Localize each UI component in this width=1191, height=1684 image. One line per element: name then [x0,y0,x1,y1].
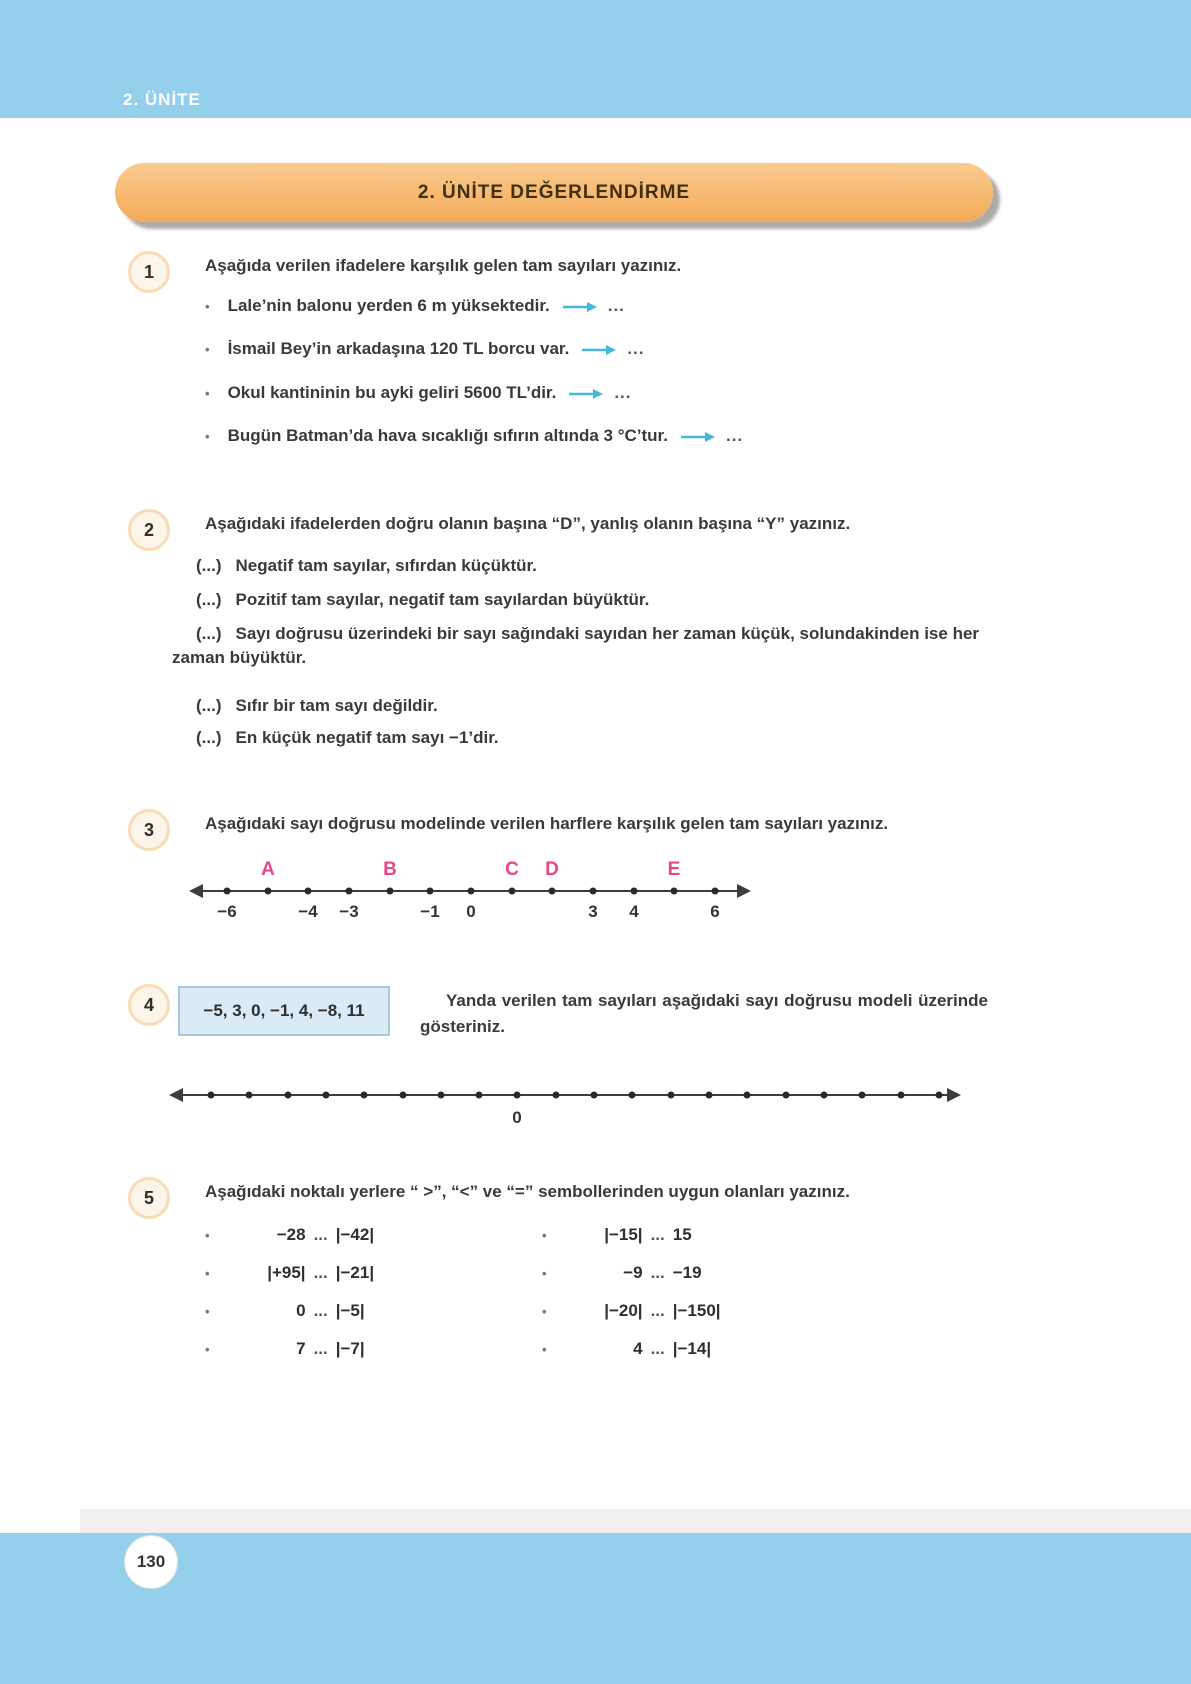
bullet-icon: • [542,1228,547,1243]
question-1-title: Aşağıda verilen ifadelere karşılık gelen tam sayıları yazınız. [205,256,682,275]
letter-E: E [667,859,681,880]
question-5-number: 5 [128,1177,170,1219]
q2-item-4 [172,694,1002,718]
answer-dots: ... [313,1225,328,1244]
q1-item-3 [205,383,632,403]
section-banner [115,163,993,222]
bullet-icon: • [205,1228,210,1243]
q2-item-4-text: Sıfır bir tam sayı değildir. [235,696,438,715]
svg-text:4: 4 [629,902,639,921]
arrow-right-icon [568,388,604,400]
q3-number-line [185,853,755,933]
bullet-icon: • [542,1266,547,1281]
q5-left-row-1: • −28 ... |−42| [205,1225,375,1244]
question-1-number: 1 [128,251,170,293]
q2-item-2 [172,588,1002,612]
answer-dots: ... [313,1301,328,1320]
answer-dots: ... [607,296,625,315]
q2-item-5 [172,726,1002,750]
svg-text:3: 3 [588,902,598,921]
letter-D: D [545,859,559,880]
letter-A: A [261,859,275,880]
svg-text:−6: −6 [217,902,237,921]
svg-text:−4: −4 [298,902,318,921]
q5-left-row-4: • 7 ... |−7| [205,1339,365,1358]
tf-blank: (...) [196,728,222,747]
q2-item-3 [172,622,1002,670]
q1-item-1-text: Lale’nin balonu yerden 6 m yüksektedir. [227,296,550,315]
top-blue-band [0,0,1191,118]
tf-blank: (...) [196,556,222,575]
tick-labels [217,902,719,921]
left-arrowhead-icon [169,1088,183,1102]
answer-dots: ... [725,426,744,445]
bullet-icon: • [205,385,210,401]
bullet-icon: • [205,1304,210,1319]
right-arrowhead-icon [737,884,751,898]
q5-right-row-1: • |−15| ... 15 [542,1225,692,1244]
bullet-icon: • [542,1304,547,1319]
tf-blank: (...) [196,624,222,643]
svg-text:−3: −3 [339,902,359,921]
answer-dots: ... [650,1339,665,1358]
letter-B: B [383,859,397,880]
section-banner-title: 2. ÜNİTE DEĞERLENDİRME [417,181,691,203]
arrow-right-icon [680,431,716,443]
letter-C: C [505,859,519,880]
q1-item-4-text: Bugün Batman’da hava sıcaklığı sıfırın altında 3 °C’tur. [227,426,668,445]
bullet-icon: • [205,298,210,314]
bullet-icon: • [205,428,210,444]
answer-dots: ... [313,1263,328,1282]
q5-right-row-4: • 4 ... |−14| [542,1339,712,1358]
question-3-title: Aşağıdaki sayı doğrusu modelinde verilen harflere karşılık gelen tam sayıları yazınız. [205,814,889,833]
q5-left-row-3: • 0 ... |−5| [205,1301,365,1320]
question-2-title: Aşağıdaki ifadelerden doğru olanın başına “D”, yanlış olanın başına “Y” yazınız. [205,514,851,533]
answer-dots: ... [614,383,632,402]
q1-item-3-text: Okul kantininin bu ayki geliri 5600 TL’dir. [227,383,557,402]
bottom-gray-strip [80,1509,1191,1533]
page-number-badge: 130 [124,1535,178,1589]
answer-dots: ... [313,1339,328,1358]
bullet-icon: • [205,1266,210,1281]
q2-item-1 [172,554,1002,578]
q5-right-row-2: • −9 ... −19 [542,1263,702,1282]
answer-dots: ... [627,339,645,358]
arrow-right-icon [581,344,617,356]
q5-left-row-2: • |+95| ... |−21| [205,1263,375,1282]
zero-label: 0 [512,1108,522,1127]
q2-item-3-text: Sayı doğrusu üzerindeki bir sayı sağındaki sayıdan her zaman küçük, solundakinden ise her zaman büyüktür. [172,624,980,667]
point-letters [261,859,680,880]
tf-blank: (...) [196,590,222,609]
q4-number-line [165,1078,965,1133]
svg-text:0: 0 [466,902,476,921]
question-3-number: 3 [128,809,170,851]
left-arrowhead-icon [189,884,203,898]
question-2-number: 2 [128,509,170,551]
q1-item-2 [205,339,644,359]
q2-item-1-text: Negatif tam sayılar, sıfırdan küçüktür. [235,556,537,575]
bottom-blue-band [0,1533,1191,1684]
svg-text:−1: −1 [420,902,440,921]
svg-text:6: 6 [710,902,720,921]
q4-numbers-box: −5, 3, 0, −1, 4, −8, 11 [178,986,390,1036]
question-4-title: Yanda verilen tam sayıları aşağıdaki sayı doğrusu modeli üzerinde gösteriniz. [420,991,988,1036]
question-5-title: Aşağıdaki noktalı yerlere “ >”, “<” ve “=” sembollerinden uygun olanları yazınız. [205,1182,850,1201]
bullet-icon: • [542,1342,547,1357]
arrow-right-icon [562,301,598,313]
bullet-icon: • [205,341,210,357]
answer-dots: ... [650,1263,665,1282]
question-4-number: 4 [128,984,170,1026]
q1-item-4 [205,426,743,446]
q5-right-row-3: • |−20| ... |−150| [542,1301,721,1320]
unit-tag: 2. ÜNİTE [123,90,201,109]
right-arrowhead-icon [947,1088,961,1102]
bullet-icon: • [205,1342,210,1357]
tf-blank: (...) [196,696,222,715]
answer-dots: ... [650,1301,665,1320]
q1-item-1 [205,296,625,316]
answer-dots: ... [650,1225,665,1244]
q2-item-2-text: Pozitif tam sayılar, negatif tam sayılardan büyüktür. [235,590,650,609]
q2-item-5-text: En küçük negatif tam sayı −1’dir. [235,728,499,747]
q1-item-2-text: İsmail Bey’in arkadaşına 120 TL borcu var. [227,339,570,358]
